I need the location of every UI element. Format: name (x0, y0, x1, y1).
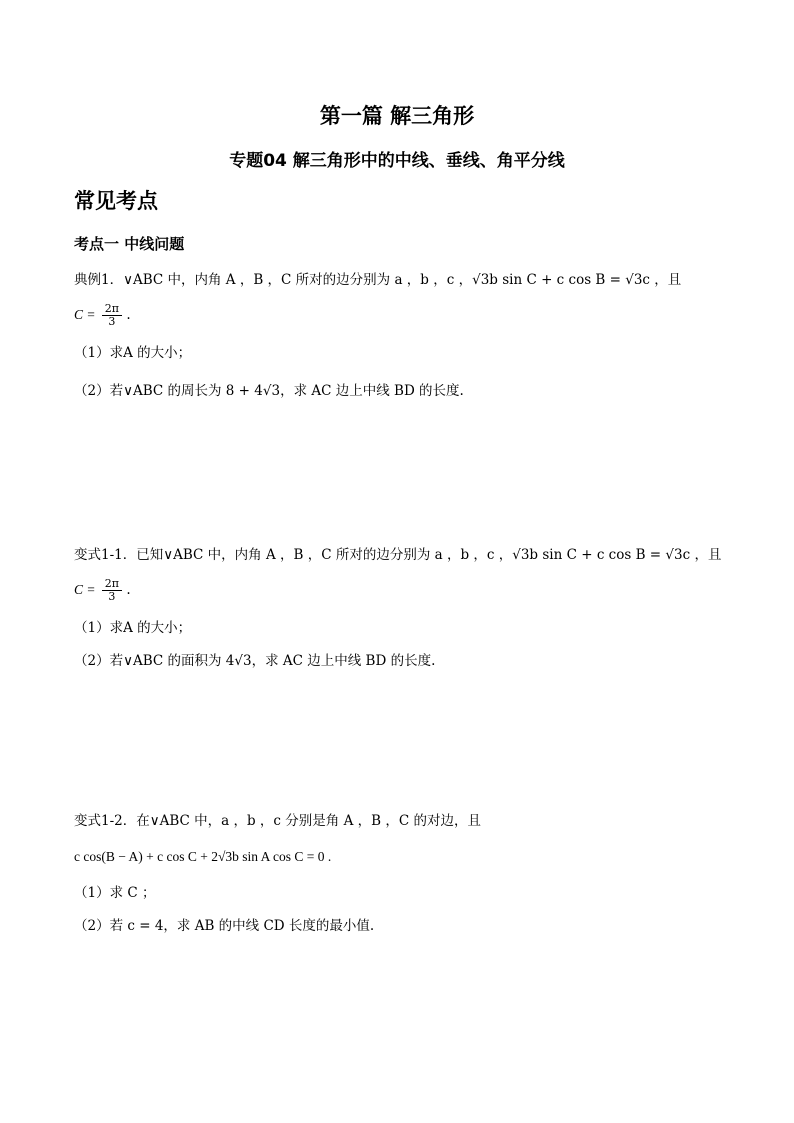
fraction-denominator: 3 (108, 590, 116, 603)
fraction-denominator: 3 (108, 315, 116, 328)
condition-suffix: . (126, 582, 131, 598)
problem-3-intro: 变式1-2．在∨ABC 中，a ，b ，c 分别是角 A ，B ，C 的对边，且 (74, 813, 481, 829)
page-title: 第一篇 解三角形 (319, 104, 475, 128)
problem-1-q1: （1）求A 的大小； (74, 345, 192, 361)
problem-1-condition (74, 303, 131, 328)
fraction (102, 578, 122, 603)
fraction-numerator: 2π (102, 578, 122, 591)
problem-2-q1: （1）求A 的大小； (74, 620, 192, 636)
problem-3-q1: （1）求 C ； (74, 885, 156, 901)
fraction (102, 303, 122, 328)
problem-2-condition (74, 578, 131, 603)
condition-prefix: C = (74, 582, 96, 597)
problem-2-intro: 变式1-1．已知∨ABC 中，内角 A ，B ，C 所对的边分别为 a ，b ，c ，√3b sin C + c cos B = √3c ，且 (74, 547, 722, 563)
section-heading: 常见考点 (74, 189, 158, 213)
problem-3-q2: （2）若 c = 4，求 AB 的中线 CD 长度的最小值. (74, 918, 375, 934)
fraction-numerator: 2π (102, 303, 122, 316)
problem-1-q2: （2）若∨ABC 的周长为 8 + 4√3，求 AC 边上中线 BD 的长度. (74, 383, 464, 399)
topic-heading: 考点一 中线问题 (74, 235, 185, 253)
problem-2-q2: （2）若∨ABC 的面积为 4√3，求 AC 边上中线 BD 的长度. (74, 653, 436, 669)
condition-prefix: C = (74, 307, 96, 322)
page-subtitle: 专题04 解三角形中的中线、垂线、角平分线 (229, 151, 565, 171)
problem-1-intro: 典例1．∨ABC 中，内角 A ，B ，C 所对的边分别为 a ，b ，c ，√3b sin C + c cos B = √3c ，且 (74, 272, 682, 288)
problem-3-formula: c cos(B − A) + c cos C + 2√3b sin A cos C = 0 . (74, 849, 332, 864)
condition-suffix: . (126, 307, 131, 323)
